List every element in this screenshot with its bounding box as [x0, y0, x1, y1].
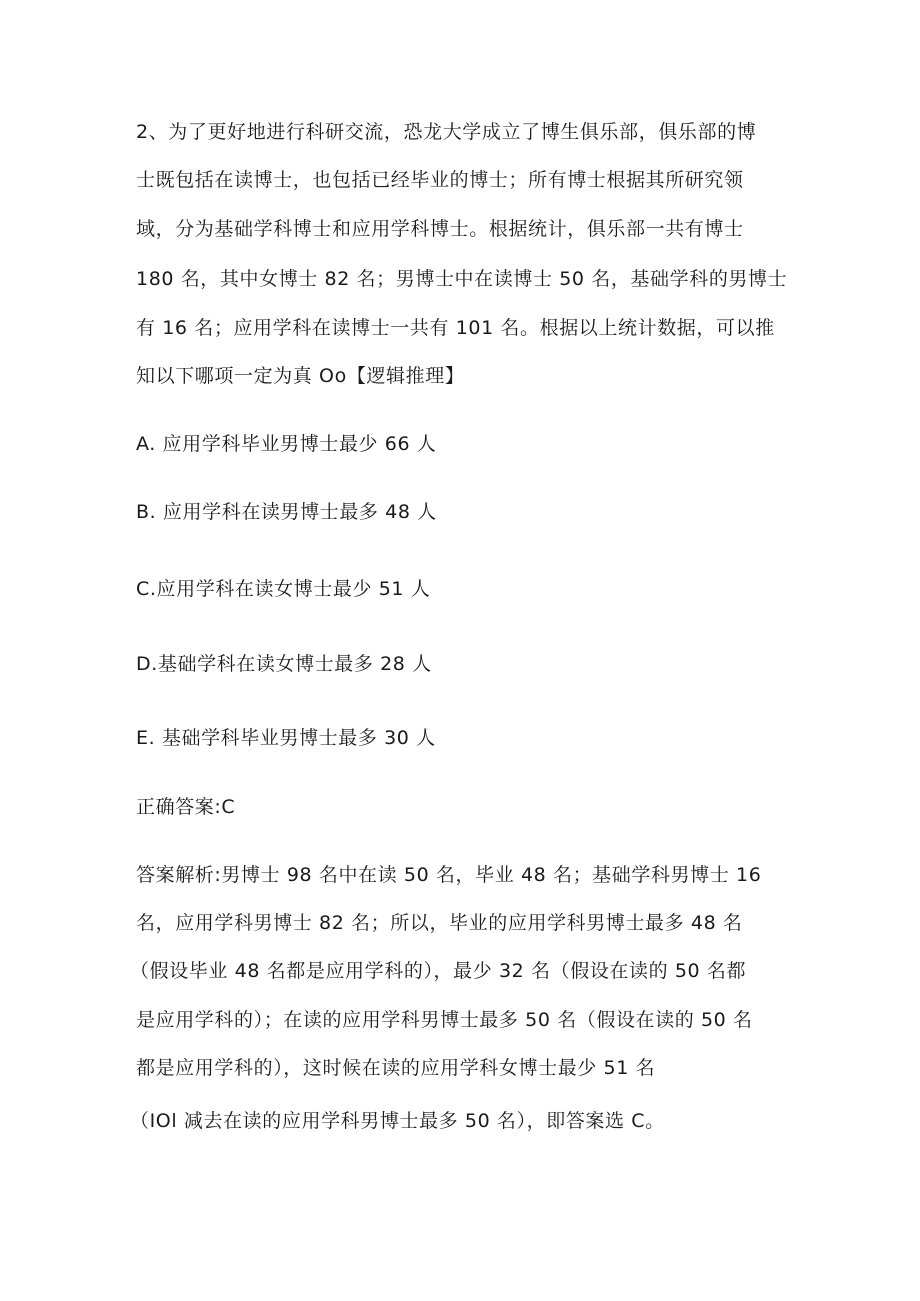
- option-a: A. 应用学科毕业男博士最少 66 人: [136, 433, 437, 455]
- option-d: D.基础学科在读女博士最多 28 人: [136, 653, 432, 675]
- question-line-3: 域，分为基础学科博士和应用学科博士。根据统计，俱乐部一共有博士: [136, 218, 744, 240]
- analysis-line-2: 名，应用学科男博士 82 名；所以，毕业的应用学科男博士最多 48 名: [136, 912, 743, 934]
- option-e: E. 基础学科毕业男博士最多 30 人: [136, 727, 436, 749]
- option-c: C.应用学科在读女博士最少 51 人: [136, 578, 431, 600]
- analysis-line-4: 是应用学科的）；在读的应用学科男博士最多 50 名（假设在读的 50 名: [136, 1009, 753, 1031]
- question-line-4: 180 名，其中女博士 82 名；男博士中在读博士 50 名，基础学科的男博士: [136, 268, 788, 290]
- analysis-line-6: （IOl 减去在读的应用学科男博士最多 50 名），即答案选 C。: [130, 1110, 665, 1132]
- question-line-1: 2、为了更好地进行科研交流，恐龙大学成立了博生俱乐部，俱乐部的博: [136, 121, 757, 143]
- question-line-6: 知以下哪项一定为真 Oo【逻辑推理】: [136, 365, 465, 387]
- analysis-line-1: 答案解析:男博士 98 名中在读 50 名，毕业 48 名；基础学科男博士 16: [136, 864, 762, 886]
- analysis-line-3: （假设毕业 48 名都是应用学科的），最少 32 名（假设在读的 50 名都: [130, 960, 747, 982]
- option-b: B. 应用学科在读男博士最多 48 人: [136, 501, 437, 523]
- correct-answer: 正确答案:C: [136, 796, 236, 818]
- question-line-5: 有 16 名；应用学科在读博士一共有 101 名。根据以上统计数据，可以推: [136, 317, 775, 339]
- analysis-line-5: 都是应用学科的），这时候在读的应用学科女博士最少 51 名: [136, 1057, 656, 1079]
- question-line-2: 士既包括在读博士，也包括已经毕业的博士；所有博士根据其所研究领: [136, 169, 744, 191]
